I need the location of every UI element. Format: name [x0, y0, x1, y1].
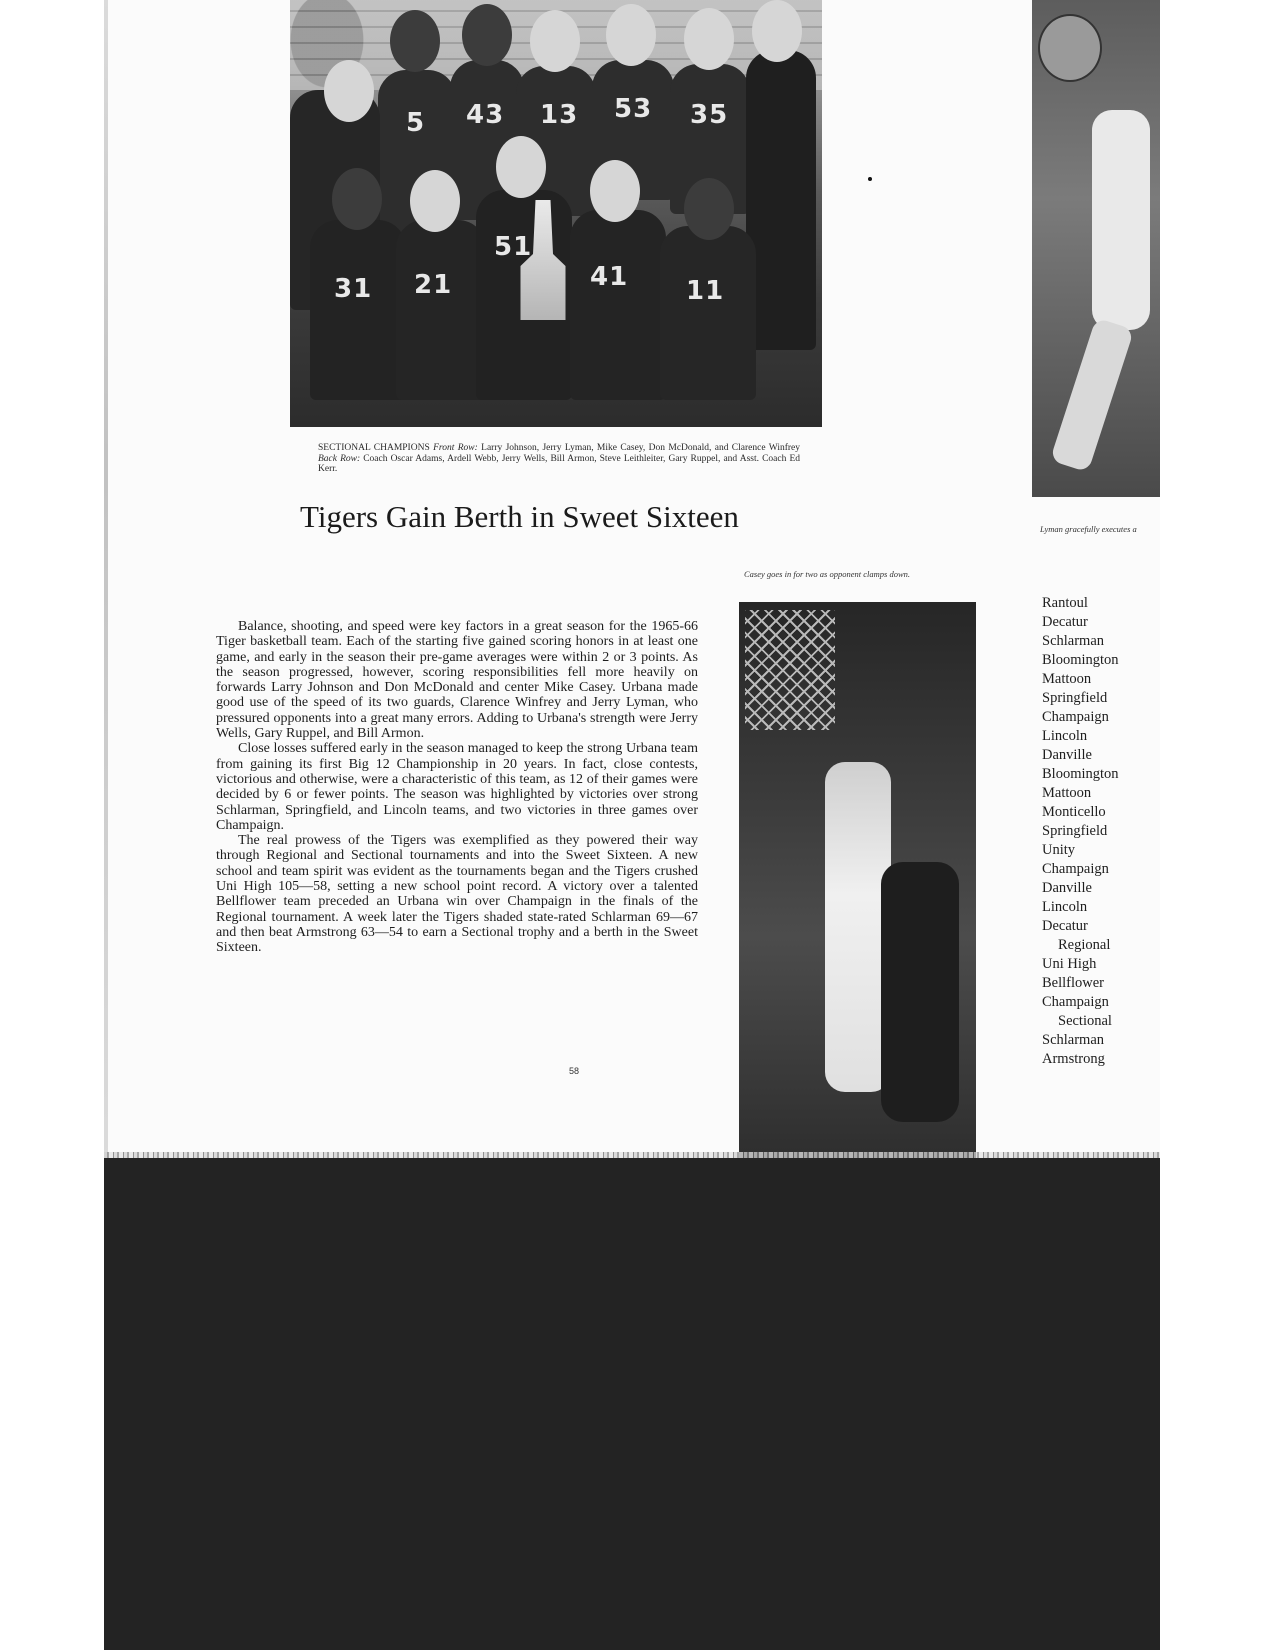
schedule-opponent: Armstrong: [1042, 1051, 1105, 1067]
jersey-number: 43: [466, 100, 505, 130]
defending-player: [881, 862, 959, 1122]
jersey-number: 21: [414, 270, 453, 300]
jersey-number: 41: [590, 262, 629, 292]
casey-shot-photo: [739, 602, 976, 1159]
print-speck: [868, 177, 872, 181]
page-binding-edge: [104, 0, 108, 1160]
schedule-opponent: Springfield: [1042, 690, 1108, 706]
schedule-opponent: Bellflower: [1042, 975, 1105, 991]
schedule-opponent: Champaign: [1042, 861, 1109, 877]
casey-photo-caption: Casey goes in for two as opponent clamps down.: [744, 569, 910, 579]
schedule-opponent: Schlarman: [1042, 1032, 1105, 1048]
schedule-opponent: Decatur: [1042, 614, 1088, 630]
player-body: [1092, 110, 1150, 330]
schedule-opponent: Uni High: [1042, 956, 1097, 972]
player-head: [684, 8, 734, 70]
lyman-photo-caption: Lyman gracefully executes a: [1040, 524, 1137, 534]
lyman-layup-photo: [1032, 0, 1160, 497]
team-photo: [290, 0, 822, 427]
caption-front-names: Larry Johnson, Jerry Lyman, Mike Casey, Don McDonald, and Clarence Winfrey: [481, 443, 801, 453]
schedule-opponent: Monticello: [1042, 804, 1106, 820]
caption-lead: SECTIONAL CHAMPIONS: [318, 443, 430, 453]
basketball-net: [745, 610, 835, 730]
caption-front-label: Front Row:: [433, 443, 478, 453]
player-leg: [1050, 317, 1134, 472]
schedule-opponent: Champaign: [1042, 994, 1109, 1010]
schedule-heading-regional: Regional: [1058, 937, 1111, 953]
player-head: [332, 168, 382, 230]
jersey-number: 11: [686, 276, 725, 306]
schedule-opponent: Lincoln: [1042, 728, 1088, 744]
player-head: [390, 10, 440, 72]
schedule-opponent: Unity: [1042, 842, 1076, 858]
front-row-player: [396, 220, 486, 400]
jersey-number: 53: [614, 94, 653, 124]
jersey-number: 31: [334, 274, 373, 304]
schedule-opponent: Schlarman: [1042, 633, 1105, 649]
caption-back-names: Coach Oscar Adams, Ardell Webb, Jerry Wells, Bill Armon, Steve Leithleiter, Gary Ruppel, and Asst. Coach Ed Kerr.: [318, 453, 800, 474]
player-head: [496, 136, 546, 198]
front-row-player: [570, 210, 666, 400]
article-paragraph: Close losses suffered early in the season managed to keep the strong Urbana team from gaining its first Big 12 Championship in 20 years. In fact, close contests, victorious and otherwise, were a characteristic of this team, as 12 of their games were decided by 6 or fewer points. The season was highlighted by victories over strong Schlarman, Springfield, and Lincoln teams, and two victories in three games over Champaign.: [216, 741, 698, 833]
schedule-opponent: Lincoln: [1042, 899, 1088, 915]
player-head: [410, 170, 460, 232]
coach-head: [752, 0, 802, 62]
player-head: [462, 4, 512, 66]
schedule-opponent: Champaign: [1042, 709, 1109, 725]
player-head: [590, 160, 640, 222]
schedule-opponent: Danville: [1042, 747, 1092, 763]
jersey-number: 5: [406, 108, 426, 138]
jersey-number: 13: [540, 100, 579, 130]
page-headline: Tigers Gain Berth in Sweet Sixteen: [300, 499, 739, 534]
article-paragraph: Balance, shooting, and speed were key factors in a great season for the 1965-66 Tiger basketball team. Each of the starting five gained scoring honors in at least one game, and early in the season their pre-game averages were within 2 or 3 points. As the season progressed, however, scoring responsibilities fell more heavily on forwards Larry Johnson and Don McDonald and center Mike Casey. Urbana made good use of the speed of its two guards, Clarence Winfrey and Jerry Lyman, who pressured opponents into a great many errors. Adding to Urbana's strength were Jerry Wells, Gary Ruppel, and Bill Armon.: [216, 619, 698, 742]
schedule-opponent: Bloomington: [1042, 652, 1119, 668]
schedule-opponent: Springfield: [1042, 823, 1108, 839]
player-head: [684, 178, 734, 240]
schedule-opponent: Mattoon: [1042, 671, 1092, 687]
schedule-heading-sectional: Sectional: [1058, 1013, 1112, 1029]
schedule-opponent: Bloomington: [1042, 766, 1119, 782]
caption-back-label: Back Row:: [318, 453, 361, 464]
jersey-number: 35: [690, 100, 729, 130]
player-head: [606, 4, 656, 66]
article-body: [216, 619, 698, 956]
basketball: [1038, 14, 1102, 82]
coach-head: [324, 60, 374, 122]
season-schedule-list: [1042, 594, 1157, 1069]
schedule-opponent: Rantoul: [1042, 595, 1088, 611]
schedule-opponent: Decatur: [1042, 918, 1088, 934]
front-row-player: [660, 226, 756, 400]
front-row-player: [310, 220, 406, 400]
schedule-opponent: Danville: [1042, 880, 1092, 896]
scanner-black-area: [104, 1158, 1160, 1650]
article-paragraph: The real prowess of the Tigers was exemplified as they powered their way through Regional and Sectional tournaments and into the Sweet Sixteen. A new school and team spirit was evident as the tournaments began and the Tigers crushed Uni High 105—58, setting a new school point record. A victory over a talented Bellflower team preceded an Urbana win over Champaign in the finals of the Regional tournament. A week later the Tigers shaded state-rated Schlarman 69—67 and then beat Armstrong 63—54 to earn a Sectional trophy and a berth in the Sweet Sixteen.: [216, 833, 698, 956]
coach-figure: [746, 50, 816, 350]
page-number: 58: [568, 1066, 579, 1076]
player-head: [530, 10, 580, 72]
team-photo-caption: [318, 443, 800, 475]
schedule-opponent: Mattoon: [1042, 785, 1092, 801]
jersey-number: 51: [494, 232, 533, 262]
